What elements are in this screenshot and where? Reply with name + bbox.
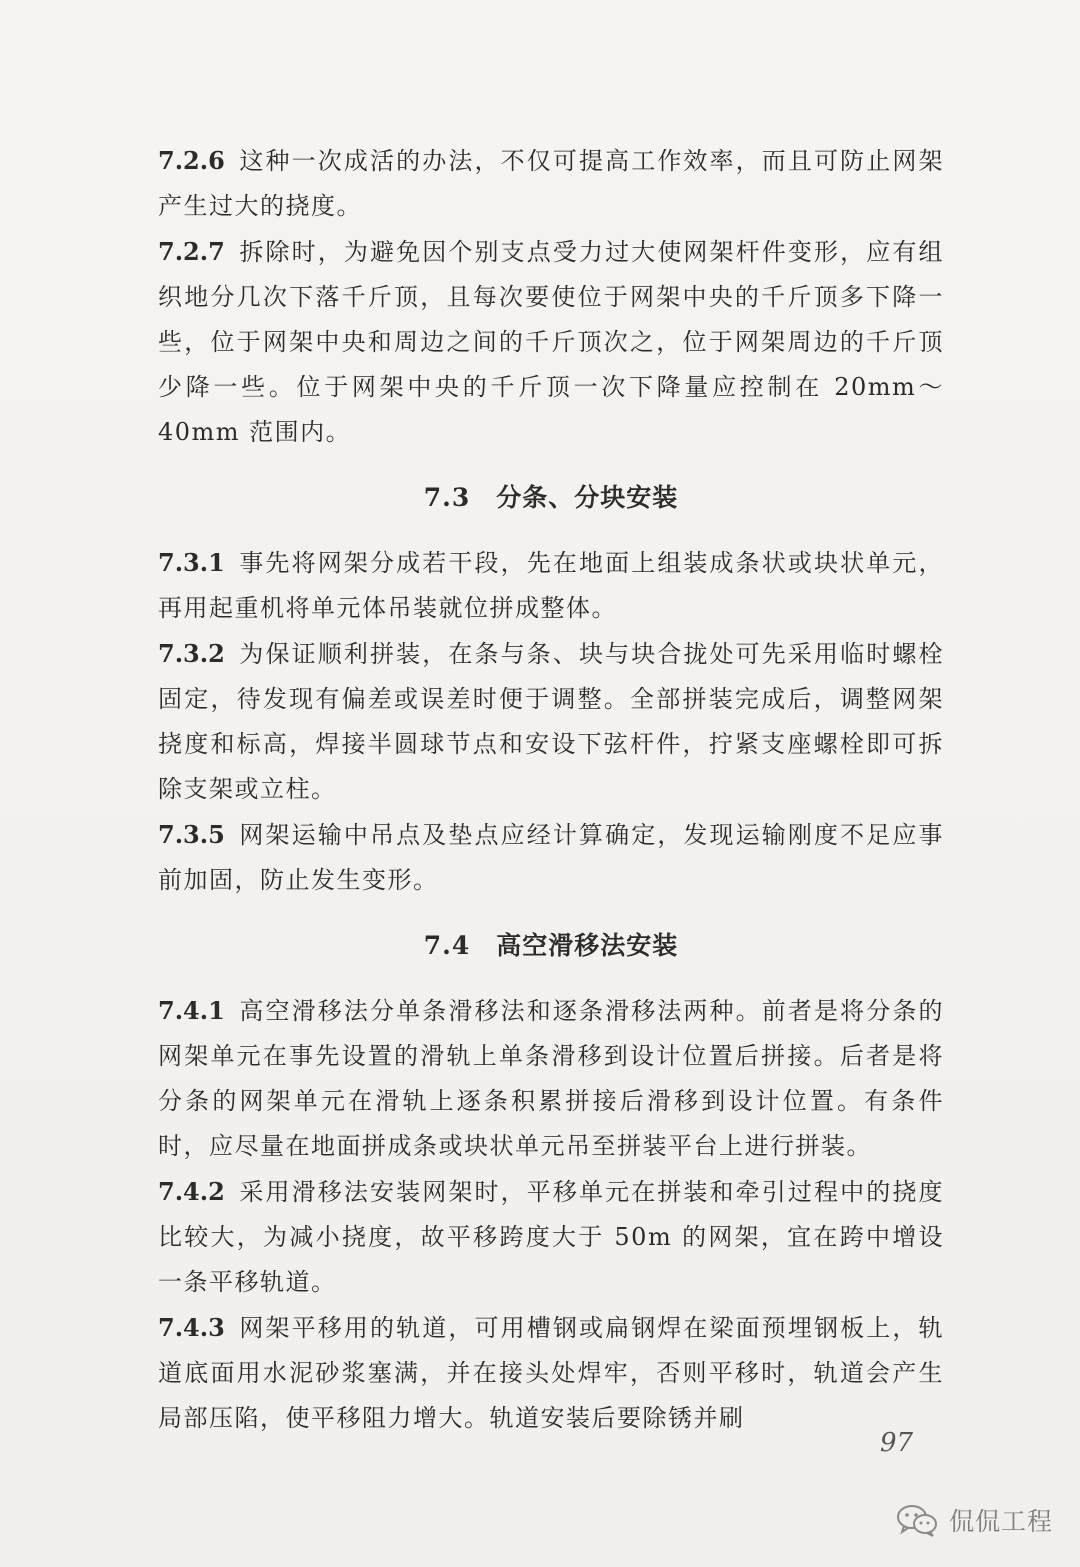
clause-7-4-1: [158, 988, 944, 1169]
section-number: 7.4: [423, 931, 471, 960]
page-number: 97: [880, 1428, 914, 1458]
clause-number: 7.4.2: [158, 1177, 225, 1206]
clause-text: 拆除时，为避免因个别支点受力过大使网架杆件变形，应有组织地分几次下落千斤顶，且每次要使位于网架中央的千斤顶多下降一些，位于网架中央和周边之间的千斤顶次之，位于网架周边的千斤顶少降一些。位于网架中央的千斤顶一次下降量应控制在 20mm～40mm 范围内。: [158, 238, 944, 446]
clause-text: 高空滑移法分单条滑移法和逐条滑移法两种。前者是将分条的网架单元在事先设置的滑轨上单条滑移到设计位置后拼接。后者是将分条的网架单元在滑轨上逐条积累拼接后滑移到设计位置。有条件时，应尽量在地面拼成条或块状单元吊至拼装平台上进行拼装。: [158, 997, 944, 1160]
section-title: 分条、分块安装: [496, 483, 679, 512]
watermark: [895, 1500, 1053, 1540]
clause-text: 采用滑移法安装网架时，平移单元在拼装和牵引过程中的挠度比较大，为减小挠度，故平移跨度大于 50m 的网架，宜在跨中增设一条平移轨道。: [158, 1178, 944, 1296]
clause-7-4-2: [158, 1169, 944, 1305]
page-content: [158, 138, 944, 1441]
wechat-icon: [895, 1503, 939, 1537]
clause-text: 这种一次成活的办法，不仅可提高工作效率，而且可防止网架产生过大的挠度。: [158, 147, 944, 220]
clause-number: 7.3.2: [158, 639, 225, 668]
clause-7-3-5: [158, 812, 944, 903]
clause-text: 为保证顺利拼装，在条与条、块与块合拢处可先采用临时螺栓固定，待发现有偏差或误差时便于调整。全部拼装完成后，调整网架挠度和标高，焊接半圆球节点和安设下弦杆件，拧紧支座螺栓即可拆除支架或立柱。: [158, 640, 944, 803]
clause-number: 7.2.7: [158, 237, 225, 266]
clause-7-3-2: [158, 631, 944, 812]
clause-number: 7.3.1: [158, 548, 225, 577]
watermark-text: 侃侃工程: [949, 1507, 1054, 1536]
section-heading-7-3: [158, 475, 944, 520]
section-number: 7.3: [423, 483, 471, 512]
section-heading-7-4: [158, 923, 944, 968]
clause-text: 网架平移用的轨道，可用槽钢或扁钢焊在梁面预埋钢板上，轨道底面用水泥砂浆塞满，并在接头处焊牢，否则平移时，轨道会产生局部压陷，使平移阻力增大。轨道安装后要除锈并刷: [158, 1314, 944, 1432]
clause-7-4-3: [158, 1305, 944, 1441]
clause-number: 7.4.1: [158, 996, 225, 1025]
clause-7-2-6: [158, 138, 944, 229]
clause-number: 7.2.6: [158, 146, 225, 175]
clause-7-2-7: [158, 229, 944, 455]
clause-7-3-1: [158, 540, 944, 631]
section-title: 高空滑移法安装: [496, 931, 679, 960]
clause-number: 7.3.5: [158, 820, 225, 849]
clause-text: 事先将网架分成若干段，先在地面上组装成条状或块状单元，再用起重机将单元体吊装就位拼成整体。: [158, 549, 944, 622]
clause-number: 7.4.3: [158, 1313, 225, 1342]
clause-text: 网架运输中吊点及垫点应经计算确定，发现运输刚度不足应事前加固，防止发生变形。: [158, 821, 944, 894]
